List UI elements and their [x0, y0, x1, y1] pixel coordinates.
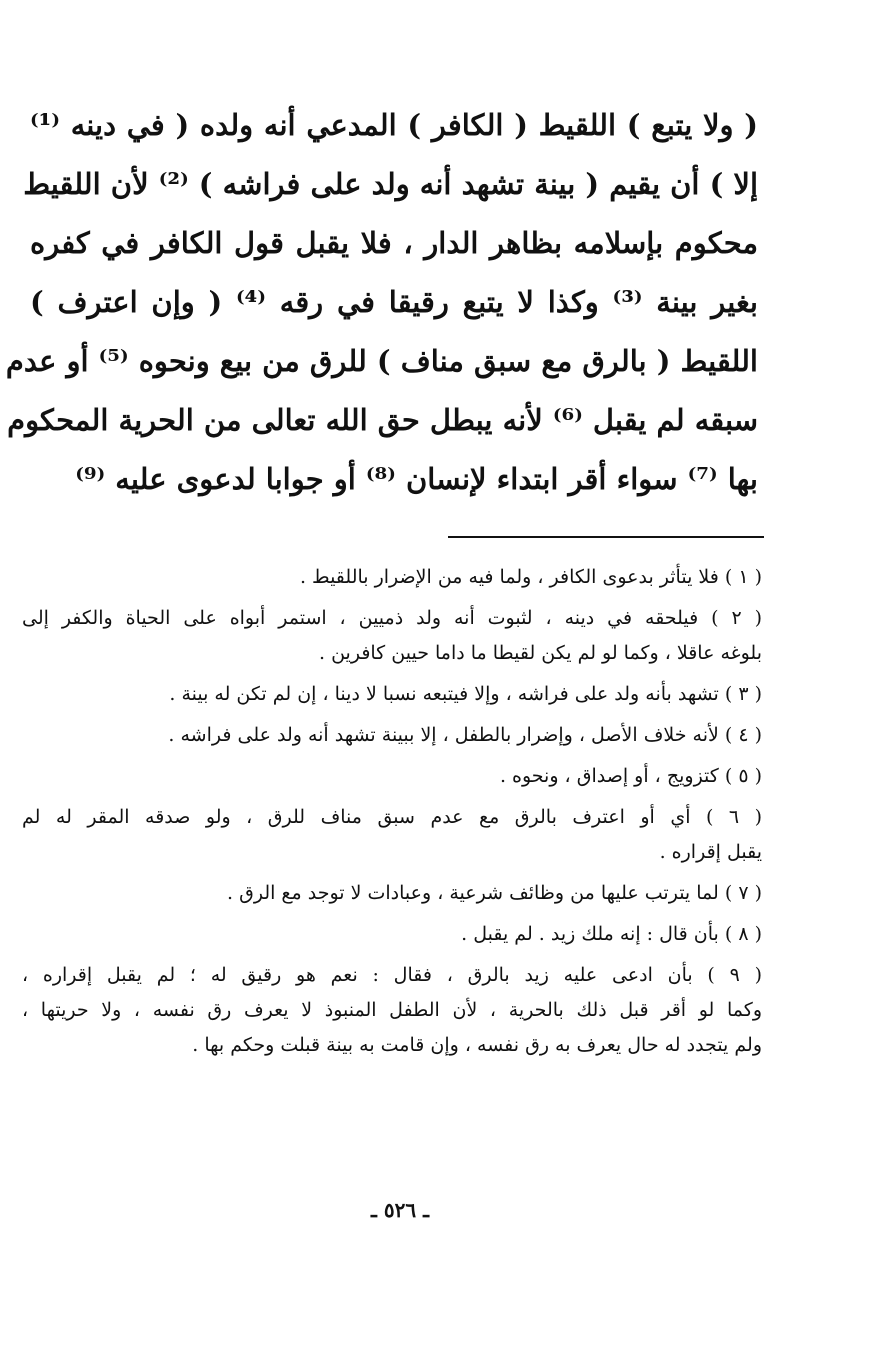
footnote-line: ( ٤ ) لأنه خلاف الأصل ، وإضرار بالطفل ، إلا ببينة تشهد أنه ولد على فراشه . [168, 724, 762, 746]
footnote-4 [22, 718, 762, 753]
footnote-line: وكما لو أقر قبل ذلك بالحرية ، لأن الطفل المنبوذ لا يعرف رق نفسه ، ولا حريتها ، [22, 999, 762, 1021]
footnote-2 [22, 601, 762, 671]
footnote-line: ( ٢ ) فيلحقه في دينه ، لثبوت أنه ولد ذميين ، استمر أبواه على الحياة والكفر إلى [22, 607, 763, 629]
footnote-line: يقبل إقراره . [659, 841, 762, 863]
footnote-5 [22, 759, 762, 794]
main-text-line: سبقه لم يقبل ⁽⁶⁾ لأنه يبطل حق الله تعالى من الحرية المحكوم [7, 403, 758, 437]
footnote-9 [22, 958, 762, 1063]
footnote-line: ( ٧ ) لما يترتب عليها من وظائف شرعية ، وعبادات لا توجد مع الرق . [227, 882, 762, 904]
footnote-line: بلوغه عاقلا ، وكما لو لم يكن لقيطا ما داما حيين كافرين . [319, 642, 762, 664]
main-text-line: ( ولا يتبع ) اللقيط ( الكافر ) المدعي أنه ولده ( في دينه ⁽¹⁾ [30, 108, 758, 142]
footnote-line: ( ٣ ) تشهد بأنه ولد على فراشه ، وإلا فيتبعه نسبا لا دينا ، إن لم تكن له بينة . [169, 683, 762, 705]
main-text-line: إلا ) أن يقيم ( بينة تشهد أنه ولد على فراشه ) ⁽²⁾ لأن اللقيط [23, 167, 758, 201]
footnote-3 [22, 677, 762, 712]
footnote-line: ( ٩ ) بأن ادعى عليه زيد بالرق ، فقال : نعم هو رقيق له ؛ لم يقبل إقراره ، [22, 964, 763, 986]
footnote-line: ( ٨ ) بأن قال : إنه ملك زيد . لم يقبل . [461, 923, 762, 945]
footnote-6 [22, 800, 762, 870]
main-text-line: اللقيط ( بالرق مع سبق مناف ) للرق من بيع ونحوه ⁽⁵⁾ أو عدم [5, 344, 758, 378]
footnotes [22, 560, 762, 1069]
main-text-line: بغير بينة ⁽³⁾ وكذا لا يتبع رقيقا في رقه ⁽⁴⁾ ( وإن اعترف ) [30, 285, 759, 319]
main-text-line: بها ⁽⁷⁾ سواء أقر ابتداء لإنسان ⁽⁸⁾ أو جوابا لدعوى عليه ⁽⁹⁾ [75, 462, 758, 496]
footnote-line: ( ٦ ) أي أو اعترف بالرق مع عدم سبق مناف للرق ، ولو صدقه المقر له لم [22, 806, 762, 828]
main-text-line: محكوم بإسلامه بظاهر الدار ، فلا يقبل قول الكافر في كفره [30, 226, 758, 260]
footnote-line: ( ١ ) فلا يتأثر بدعوى الكافر ، ولما فيه من الإضرار باللقيط . [299, 566, 762, 588]
page-number: ـ ٥٢٦ ـ [371, 1198, 429, 1222]
footnote-line: ولم يتجدد له حال يعرف به رق نفسه ، وإن قامت به بينة قبلت وحكم بها . [192, 1034, 762, 1056]
footnote-7 [22, 876, 762, 911]
footnote-8 [22, 917, 762, 952]
footnote-separator [448, 536, 764, 538]
footnote-line: ( ٥ ) كتزويج ، أو إصداق ، ونحوه . [499, 765, 762, 787]
footnote-1 [22, 560, 762, 595]
main-text [5, 96, 759, 509]
